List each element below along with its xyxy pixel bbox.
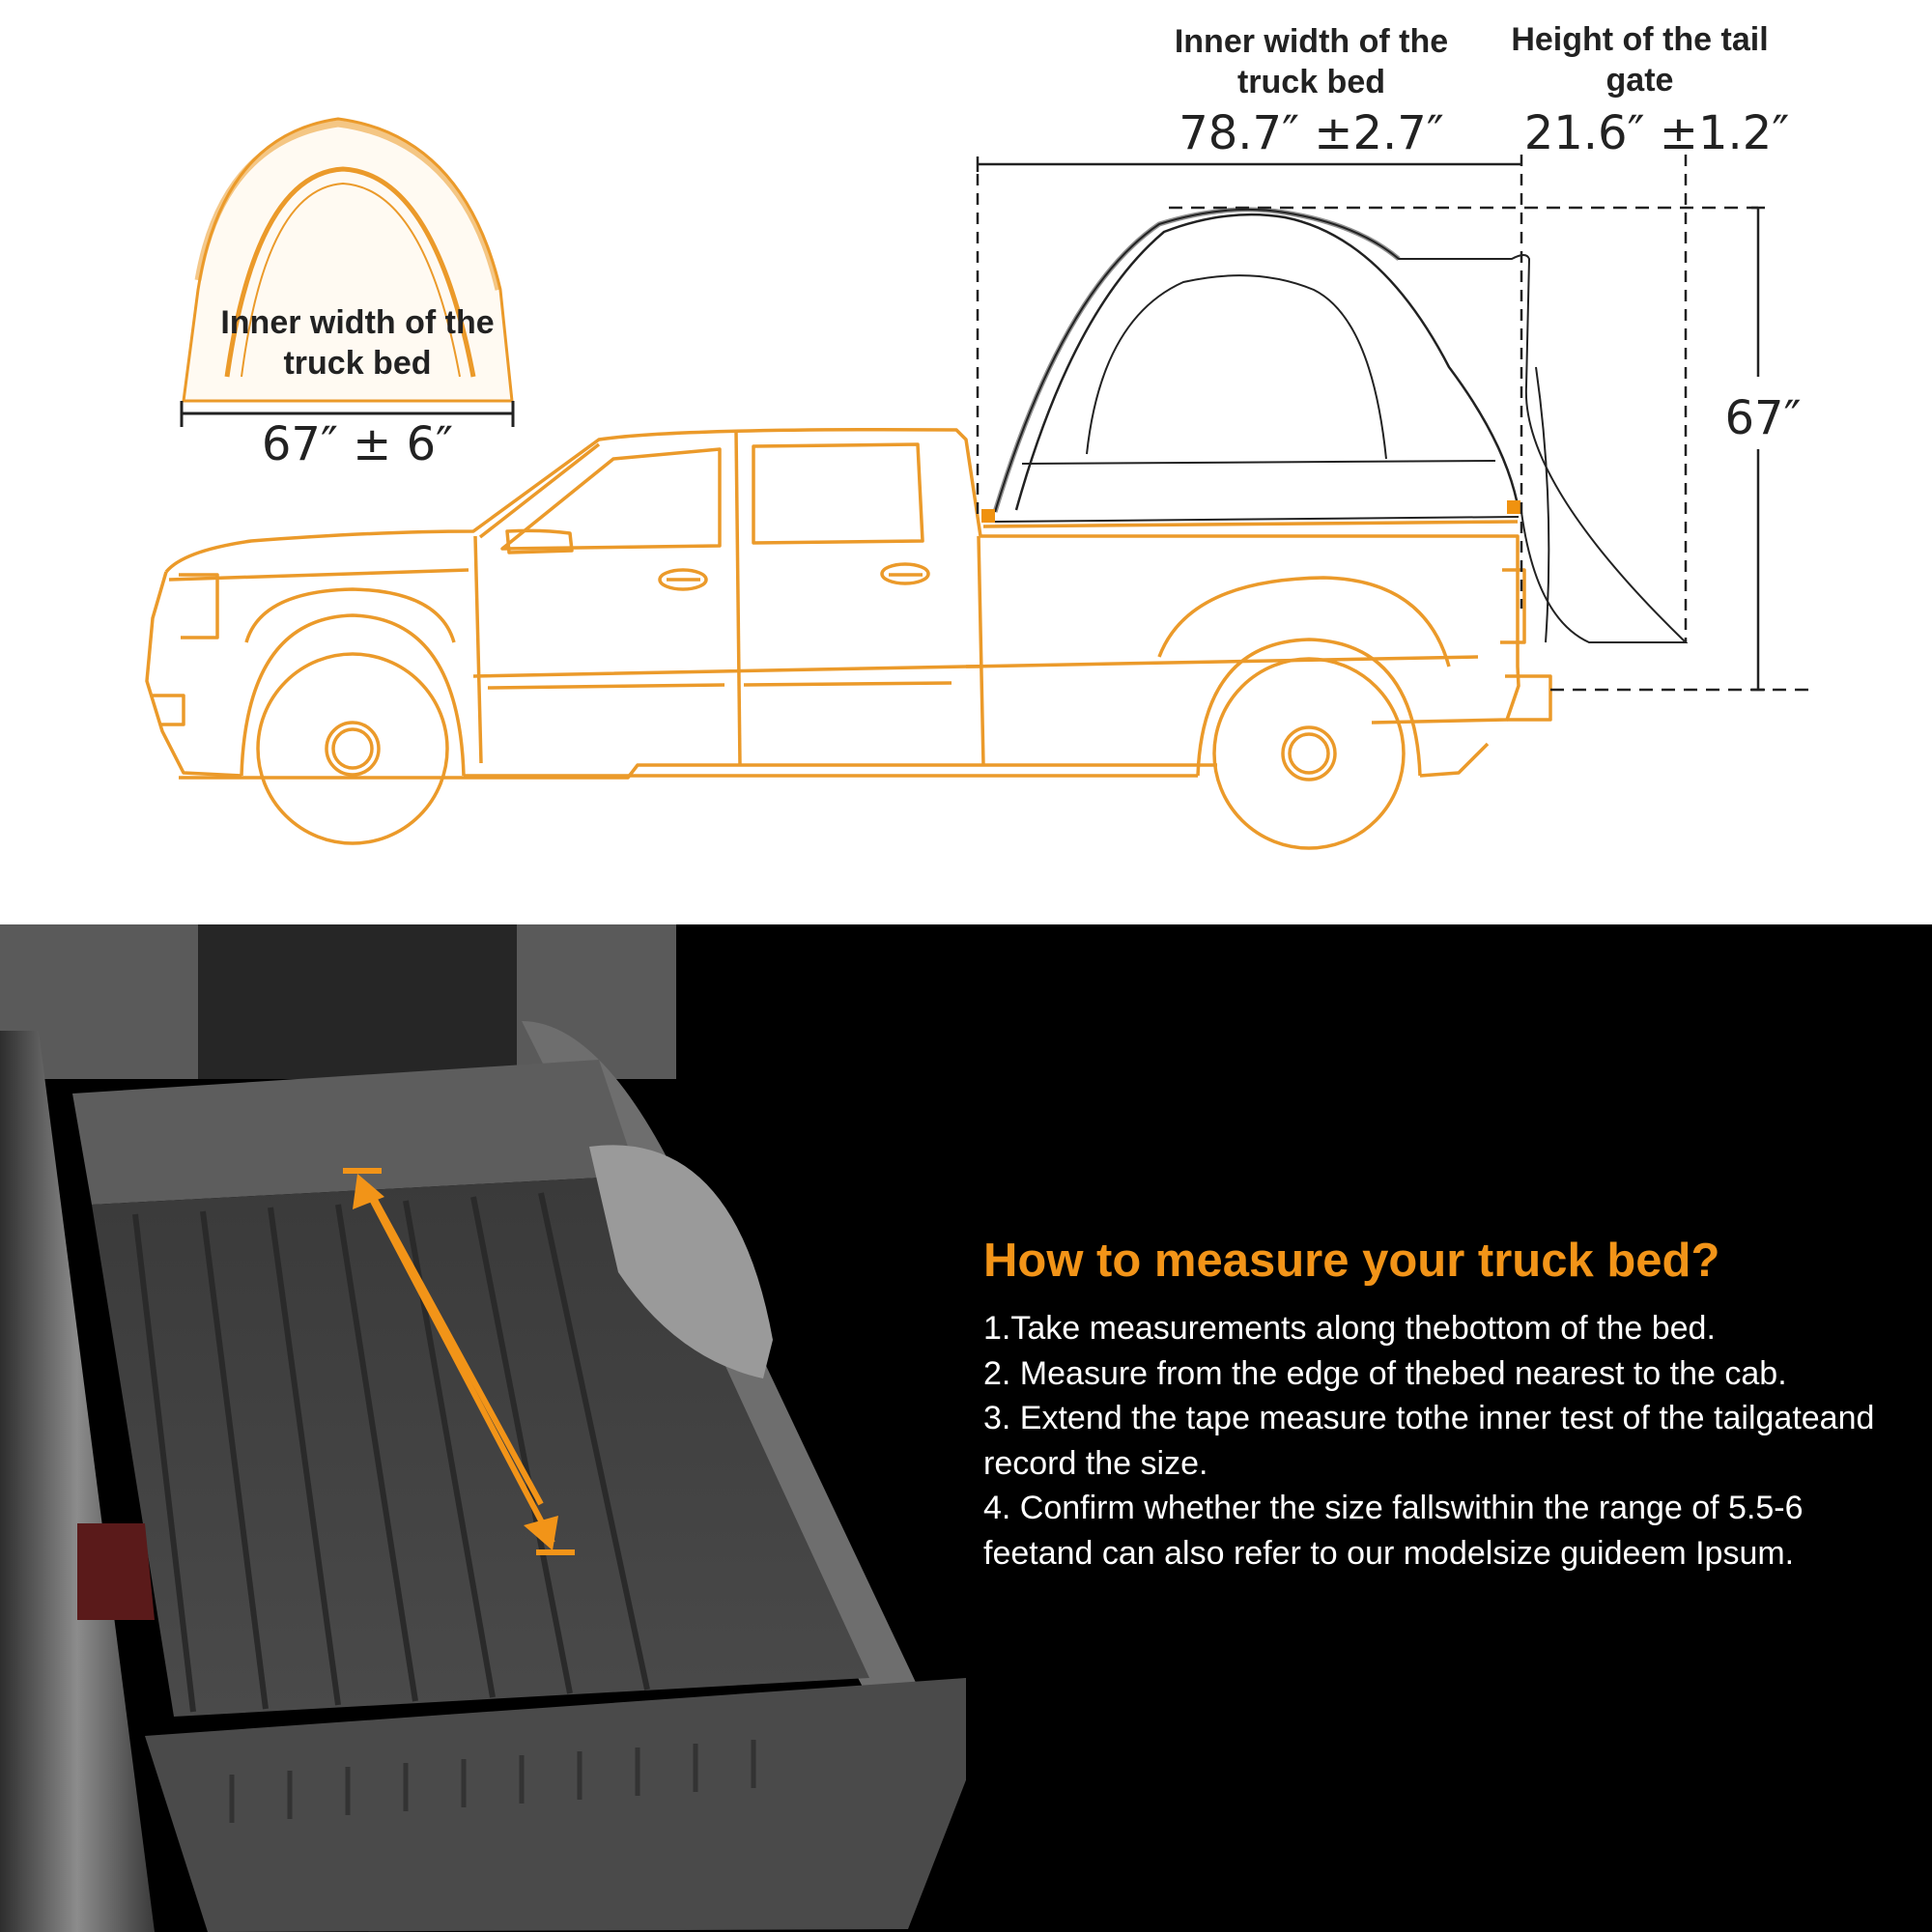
guide-step: 2. Measure from the edge of thebed nearest to the cab.: [983, 1354, 1787, 1392]
tailgate-height-label: Height of the tail gate: [1511, 21, 1769, 99]
guide-step: 4. Confirm whether the size fallswithin the range of 5.5-6 feetand can also refer to our modelsize guideem Ipsum.: [983, 1490, 1804, 1572]
measure-guide-panel: [0, 924, 1932, 1932]
bed-length-label: Inner width of the truck bed: [1174, 23, 1449, 100]
tent-height-value: 67″: [1724, 391, 1802, 445]
front-width-label: Inner width of the truck bed: [220, 304, 495, 382]
diagram-panel: [0, 0, 1932, 924]
tailgate-height-value: 21.6″ ±1.2″: [1523, 106, 1790, 160]
truck-outline: [147, 430, 1550, 848]
truck-bed-photo: [0, 924, 966, 1932]
bed-length-value: 78.7″ ±2.7″: [1179, 106, 1444, 160]
front-width-value: 67″ ± 6″: [261, 417, 454, 471]
guide-step: 3. Extend the tape measure tothe inner test of the tailgateand record the size.: [983, 1400, 1875, 1482]
dimension-lines: [978, 155, 1811, 690]
guide-title: How to measure your truck bed?: [983, 1235, 1720, 1287]
guide-step: 1.Take measurements along thebottom of the bed.: [983, 1310, 1716, 1347]
guide-steps: [983, 1306, 1920, 1576]
